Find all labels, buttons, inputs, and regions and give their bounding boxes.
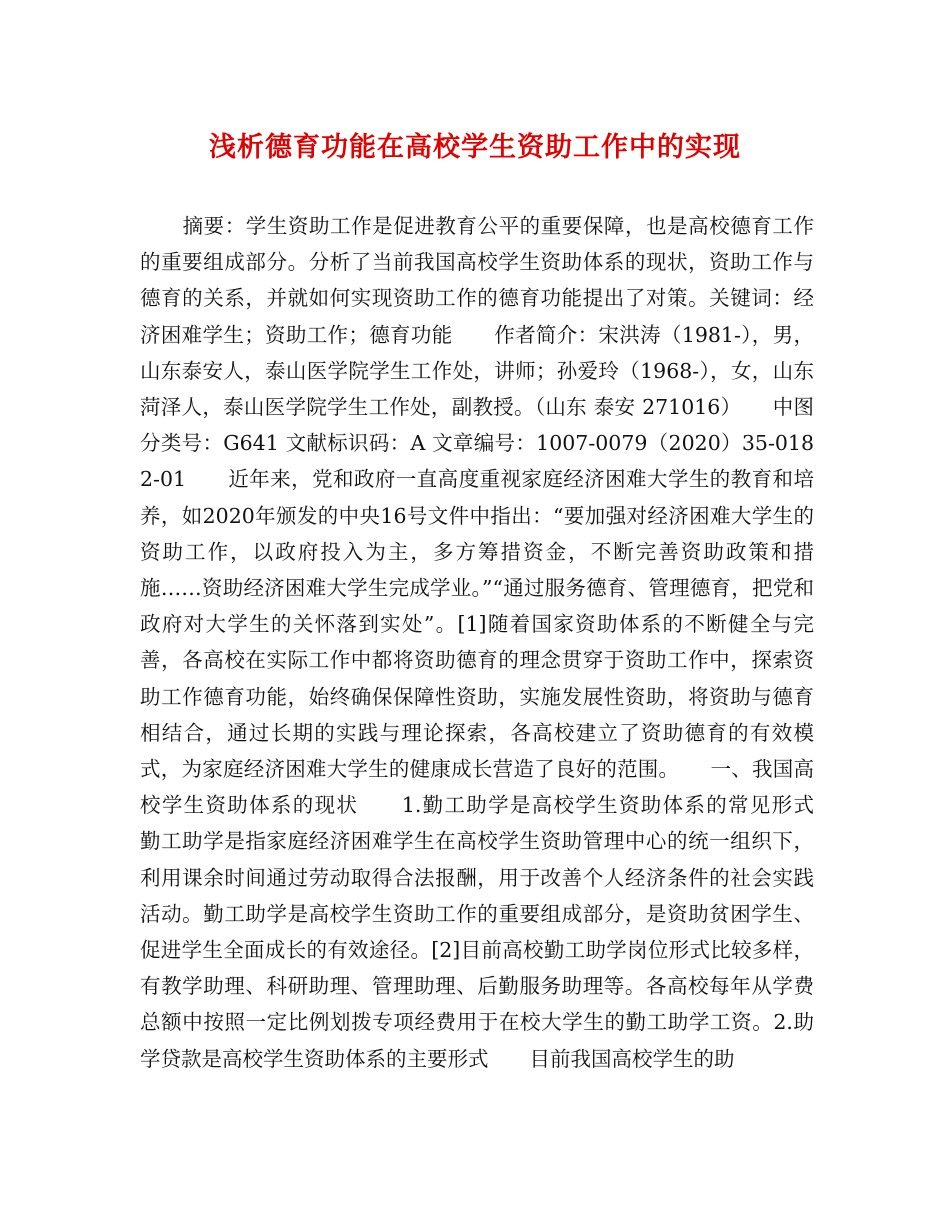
document-title: 浅析德育功能在高校学生资助工作中的实现: [209, 132, 741, 163]
document-body: [140, 208, 855, 1077]
body-text: 摘要：学生资助工作是促进教育公平的重要保障，也是高校德育工作的重要组成部分。分析了当前我国高校学生资助体系的现状，资助工作与德育的关系，并就如何实现资助工作的德育功能提出了对策。关键词：经济困难学生；资助工作；德育功能 作者简介：宋洪涛（1981-），男，山东泰安人，泰山医学院学生工作处，讲师；孙爱玲（1968-），女，山东菏泽人，泰山医学院学生工作处，副教授。（山东 泰安 271016） 中图分类号：G641 文献标识码：A 文章编号：1007-0079（2020）35-0182-01 近年来，党和政府一直高度重视家庭经济困难大学生的教育和培养，如2020年颁发的中央16号文件中指出：“要加强对经济困难大学生的资助工作，以政府投入为主，多方筹措资金，不断完善资助政策和措施……资助经济困难大学生完成学业。”“通过服务德育、管理德育，把党和政府对大学生的关怀落到实处”。[1]随着国家资助体系的不断健全与完善，各高校在实际工作中都将资助德育的理念贯穿于资助工作中，探索资助工作德育功能，始终确保保障性资助，实施发展性资助，将资助与德育相结合，通过长期的实践与理论探索，各高校建立了资助德育的有效模式，为家庭经济困难大学生的健康成长营造了良好的范围。 一、我国高校学生资助体系的现状 1.勤工助学是高校学生资助体系的常见形式 勤工助学是指家庭经济困难学生在高校学生资助管理中心的统一组织下，利用课余时间通过劳动取得合法报酬，用于改善个人经济条件的社会实践活动。勤工助学是高校学生资助工作的重要组成部分，是资助贫困学生、促进学生全面成长的有效途径。[2]目前高校勤工助学岗位形式比较多样，有教学助理、科研助理、管理助理、后勤服务助理等。各高校每年从学费总额中按照一定比例划拨专项经费用于在校大学生的勤工助学工资。2.助学贷款是高校学生资助体系的主要形式 目前我国高校学生的助: [140, 214, 855, 1071]
